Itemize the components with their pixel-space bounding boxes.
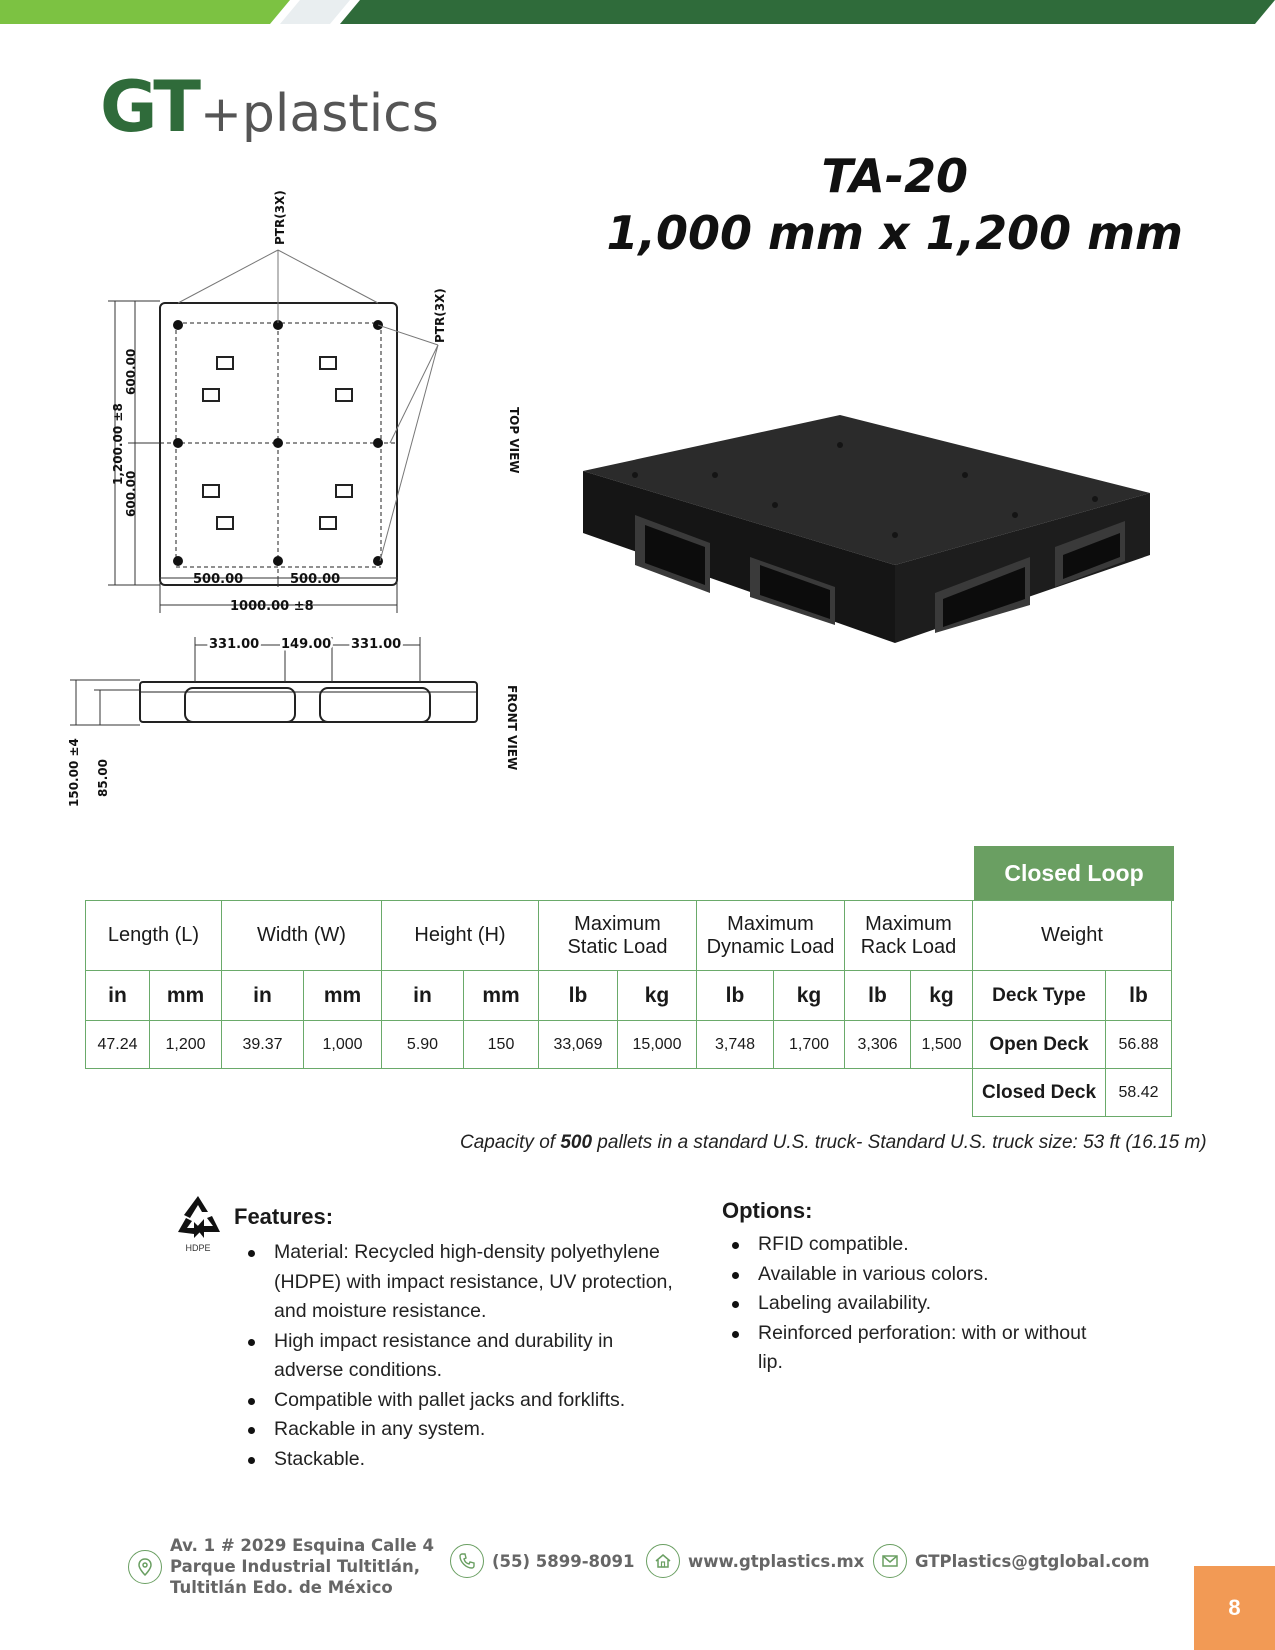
value-cell: 1,700 [774,1021,845,1069]
value-cell: 3,306 [845,1021,911,1069]
deck-type-closed: Closed Deck [973,1069,1106,1117]
address-line: Tultitlán Edo. de México [170,1578,393,1597]
header-static-load [539,901,697,971]
ptr-label-side: PTR(3X) [433,288,447,343]
footer-address [128,1535,434,1598]
unit-cell: kg [618,971,697,1021]
dim-600-upper: 600.00 [124,348,138,395]
product-model: TA-20 [821,149,969,203]
unit-cell: lb [845,971,911,1021]
unit-cell: kg [911,971,973,1021]
value-cell: 1,200 [150,1021,222,1069]
capacity-note [460,1132,1207,1154]
dim-1000: 1000.00 ±8 [230,599,314,614]
options-title: Options: [722,1198,813,1223]
logo-plus: + [199,85,242,143]
header-dynamic-load [697,901,845,971]
product-dimensions: 1,000 mm x 1,200 mm [606,206,1183,260]
list-item: Material: Recycled high-density polyethylene (HDPE) with impact resistance, UV protection, and moisture resistance. [240,1238,680,1327]
technical-drawing [60,185,560,845]
header-width: Width (W) [222,901,382,971]
deck-type-open: Open Deck [973,1021,1106,1069]
empty-cell [86,1069,973,1117]
mail-icon [873,1544,907,1578]
value-cell: 39.37 [222,1021,304,1069]
list-item: High impact resistance and durability in adverse conditions. [240,1327,680,1386]
value-cell: 5.90 [382,1021,464,1069]
top-banner [0,0,1275,24]
company-logo [100,66,439,148]
email-link: GTPlastics@gtglobal.com [915,1551,1150,1571]
unit-cell: in [86,971,150,1021]
unit-cell: lb [539,971,618,1021]
footer-website[interactable] [646,1544,864,1578]
unit-cell: mm [464,971,539,1021]
footer-email[interactable] [873,1544,1150,1578]
dim-331-left: 331.00 [209,637,260,652]
top-view-label: TOP VIEW [507,407,521,474]
dim-500-right: 500.00 [290,572,341,587]
header-static-line1: Maximum [574,912,661,935]
unit-cell: lb [697,971,774,1021]
footer-phone[interactable] [450,1544,634,1578]
pallet-photo [575,415,1185,685]
header-rack-load [845,901,973,971]
page-number: 8 [1194,1566,1275,1650]
header-rack-line2: Rack Load [860,935,957,958]
list-item: Rackable in any system. [240,1415,680,1445]
phone-number: (55) 5899-8091 [492,1551,635,1571]
dim-150: 150.00 ±4 [67,738,81,807]
features-title: Features: [234,1204,334,1229]
home-icon [646,1544,680,1578]
value-cell: 150 [464,1021,539,1069]
website-link: www.gtplastics.mx [688,1551,865,1571]
features-list [240,1238,680,1474]
dim-149: 149.00 [281,637,332,652]
value-cell: 47.24 [86,1021,150,1069]
value-cell: 3,748 [697,1021,774,1069]
list-item: Compatible with pallet jacks and forklifts. [240,1386,680,1416]
header-rack-line1: Maximum [865,912,952,935]
dim-85: 85.00 [96,759,110,797]
address-line: Parque Industrial Tultitlán, [170,1557,420,1576]
hdpe-recycle-icon [172,1194,224,1253]
dim-500-left: 500.00 [193,572,244,587]
dim-331-right: 331.00 [351,637,402,652]
value-cell: 1,500 [911,1021,973,1069]
deck-weight-open: 56.88 [1106,1021,1172,1069]
table-header-row [86,901,1172,971]
list-item: RFID compatible. [724,1230,1102,1260]
unit-cell: mm [304,971,382,1021]
options-section [722,1198,1102,1378]
capacity-suffix: pallets in a standard U.S. truck- Standard U.S. truck size: 53 ft (16.15 m) [592,1132,1207,1153]
capacity-count: 500 [560,1132,593,1153]
capacity-prefix: Capacity of [460,1132,561,1153]
dim-600-lower: 600.00 [124,470,138,517]
unit-cell: in [382,971,464,1021]
unit-lb: lb [1106,971,1172,1021]
phone-icon [450,1544,484,1578]
address-line: Av. 1 # 2029 Esquina Calle 4 [170,1536,434,1555]
page-footer [0,1530,1275,1650]
value-cell: 33,069 [539,1021,618,1069]
leader-lines [178,250,438,561]
front-view-drawing [140,682,477,722]
recycle-icon [174,1194,222,1238]
unit-cell: kg [774,971,845,1021]
list-item: Stackable. [240,1445,680,1475]
dim-1200: 1,200.00 ±8 [111,403,125,485]
specs-table [85,900,1172,1117]
closed-loop-badge: Closed Loop [974,846,1174,901]
table-row [86,1069,1172,1117]
unit-deck-type: Deck Type [973,971,1106,1021]
hdpe-label: HDPE [185,1243,211,1253]
table-units-row [86,971,1172,1021]
header-length: Length (L) [86,901,222,971]
list-item: Labeling availability. [724,1289,1102,1319]
logo-plastics-text: plastics [241,84,439,144]
header-dynamic-line1: Maximum [727,912,814,935]
value-cell: 15,000 [618,1021,697,1069]
header-height: Height (H) [382,901,539,971]
front-view-label: FRONT VIEW [505,685,519,771]
header-static-line2: Static Load [567,935,668,958]
options-list [724,1230,1102,1378]
value-cell: 1,000 [304,1021,382,1069]
logo-gt-text: GT [100,66,198,148]
deck-weight-closed: 58.42 [1106,1069,1172,1117]
list-item: Reinforced perforation: with or without lip. [724,1319,1102,1378]
table-row [86,1021,1172,1069]
unit-cell: in [222,971,304,1021]
location-pin-icon [128,1550,162,1584]
product-title [607,148,1183,262]
list-item: Available in various colors. [724,1260,1102,1290]
header-weight: Weight [973,901,1172,971]
unit-cell: mm [150,971,222,1021]
ptr-label-top: PTR(3X) [273,190,287,245]
header-dynamic-line2: Dynamic Load [706,935,835,958]
